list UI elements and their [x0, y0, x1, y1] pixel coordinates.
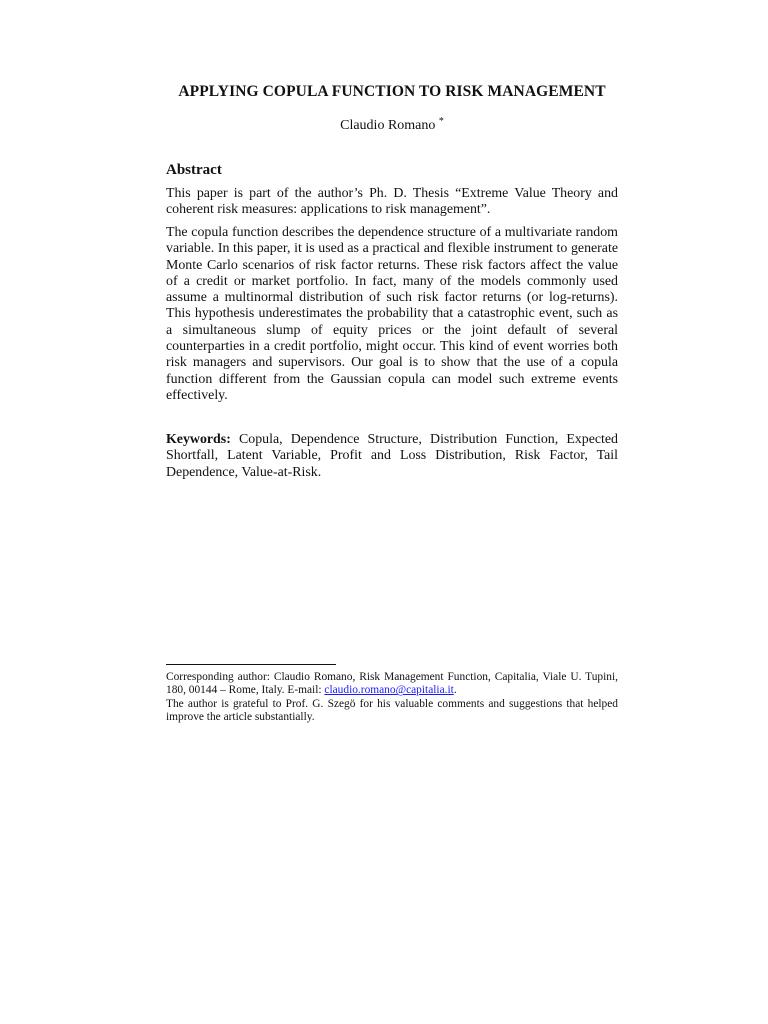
abstract-heading: Abstract [166, 162, 222, 178]
footnote-corresponding-author [166, 671, 618, 698]
footnote-period: . [453, 684, 457, 697]
author-line [166, 116, 618, 134]
email-link[interactable]: claudio.romano@capitalia.it [324, 684, 454, 697]
abstract-paragraph-1: This paper is part of the author’s Ph. D. Thesis “Extreme Value Theory and coherent risk measures: applications to risk management”. [166, 186, 618, 218]
keywords-label: Keywords: [166, 432, 231, 447]
paper-title: APPLYING COPULA FUNCTION TO RISK MANAGEMENT [178, 83, 606, 100]
keywords-text: Copula, Dependence Structure, Distribution Function, Expected Shortfall, Latent Variable, Profit and Loss Distribution, Risk Factor, Tail Dependence, Value-at-Risk. [166, 432, 619, 480]
author-footnote-mark: * [438, 116, 444, 127]
footnote-text: Corresponding author: Claudio Romano, Risk Management Function, Capitalia, Viale U. Tupini, 180, 00144 – Rome, Italy. E-mail: [166, 671, 618, 697]
keywords-paragraph [166, 432, 618, 481]
abstract-paragraph-2: The copula function describes the dependence structure of a multivariate random variable. In this paper, it is used as a practical and flexible instrument to generate Monte Carlo scenarios of risk factor returns. These risk factors affect the value of a credit or market portfolio. In fact, many of the models commonly used assume a multinormal distribution of such risk factor returns (or log-returns). This hypothesis underestimates the probability that a catastrophic event, such as a simultaneous slump of equity prices or the joint default of several counterparties in a credit portfolio, might occur. This kind of event worries both risk managers and supervisors. Our goal is to show that the use of a copula function different from the Gaussian copula can model such extreme events effectively. [166, 225, 618, 403]
footnote-acknowledgement: The author is grateful to Prof. G. Szegö for his valuable comments and suggestions that helped improve the article substantially. [166, 698, 618, 724]
author-name: Claudio Romano [340, 118, 436, 133]
footnote-divider [166, 664, 336, 665]
